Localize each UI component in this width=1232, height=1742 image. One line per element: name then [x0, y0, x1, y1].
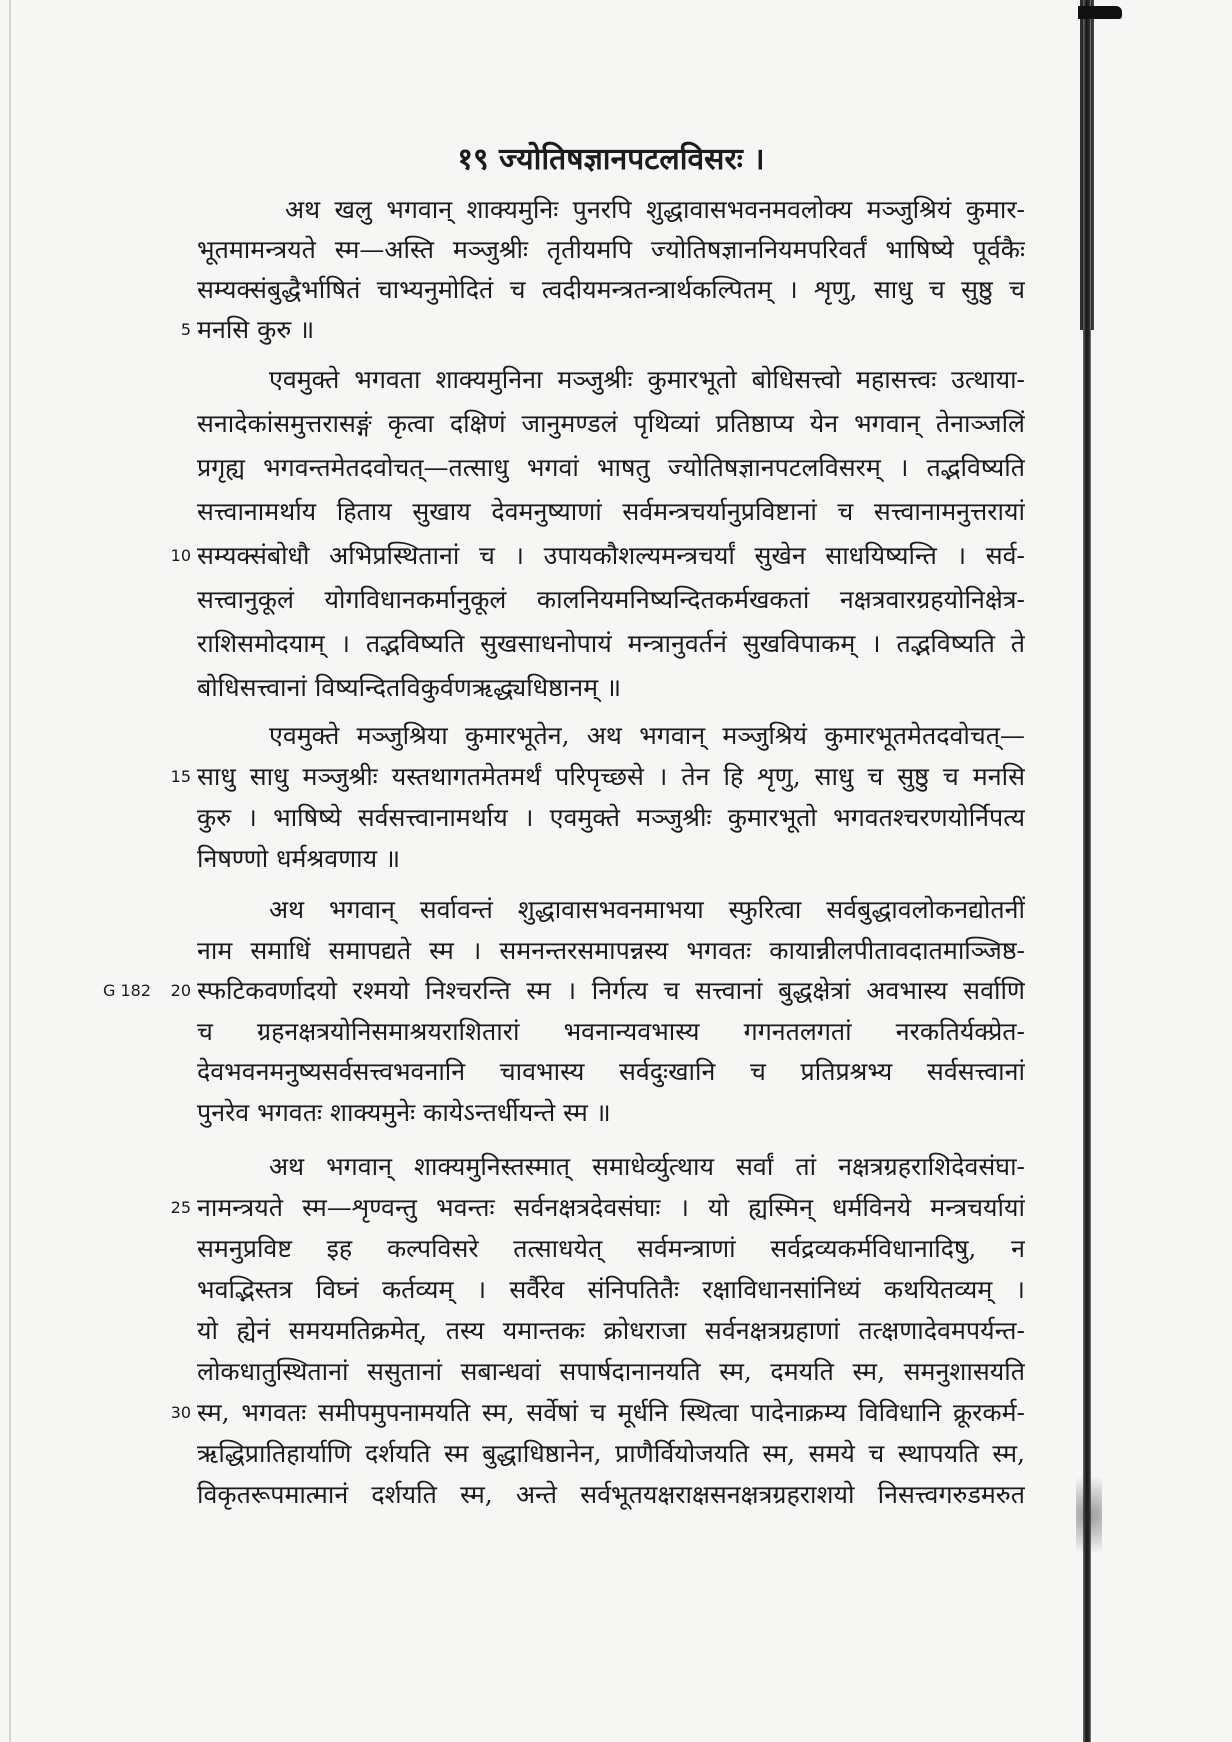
line-text: अथ भगवान् सर्वावन्तं शुद्धावासभवनमाभया स्फुरित्वा सर्वबुद्धावलोकनद्योतनीं — [269, 895, 1025, 924]
text-line — [170, 756, 1025, 797]
paragraph — [180, 190, 1025, 350]
text-line — [197, 1351, 1025, 1392]
line-text: यो ह्येनं समयमतिक्रमेत्, तस्य यमान्तकः क्रोधराजा सर्वनक्षत्रग्रहाणां तत्क्षणादेवमपर्यन्त- — [197, 1316, 1025, 1345]
paragraph — [170, 358, 1025, 710]
line-text: नामन्त्रयते स्म—शृण्वन्तु भवन्तः सर्वनक्षत्रदेवसंघाः । यो ह्यस्मिन् धर्मविनये मन्त्रचर्यायां — [197, 1193, 1025, 1222]
line-text: भूतमामन्त्रयते स्म—अस्ति मञ्जुश्रीः तृतीयमपि ज्योतिषज्ञाननियमपरिवर्तं भाषिष्ये पूर्वकैः — [197, 235, 1025, 264]
line-text: एवमुक्ते भगवता शाक्यमुनिना मञ्जुश्रीः कुमारभूतो बोधिसत्त्वो महासत्त्वः उत्थाया- — [269, 365, 1025, 394]
line-text: च ग्रहनक्षत्रयोनिसमाश्रयराशितारां भवनान्यवभास्य गगनतलगतां नरकतिर्यक्प्रेत- — [197, 1016, 1025, 1046]
text-line — [197, 358, 1025, 402]
line-text: अथ खलु भगवान् शाक्यमुनिः पुनरपि शुद्धावासभवनमवलोक्य मञ्जुश्रियं कुमार- — [285, 195, 1025, 224]
line-text: बोधिसत्त्वानां विष्यन्दितविकुर्वणऋद्ध्यधिष्ठानम् ॥ — [197, 673, 622, 702]
line-number: 5 — [180, 320, 191, 339]
line-number: 15 — [170, 767, 191, 786]
line-text: कुरु । भाषिष्ये सर्वसत्त्वानामर्थाय । एवमुक्ते मञ्जुश्रीः कुमारभूतो भगवतश्चरणयोर्निपत्य — [197, 803, 1025, 832]
line-text: सत्त्वानुकूलं योगविधानकर्मानुकूलं कालनियमनिष्यन्दितकर्मखकतां नक्षत्रवारग्रहयोनिक्षेत्र- — [197, 585, 1025, 614]
line-text: निषण्णो धर्मश्रवणाय ॥ — [197, 844, 401, 873]
line-text: भवद्भिस्तत्र विघ्नं कर्तव्यम् । सर्वैरेव संनिपतितैः रक्षाविधानसांनिध्यं कथयितव्यम् । — [197, 1275, 1025, 1304]
text-line — [197, 1269, 1025, 1310]
binding-hook — [1078, 6, 1122, 19]
line-number: 20 — [170, 981, 191, 1000]
line-text: स्म, भगवतः समीपमुपनामयति स्म, सर्वेषां च मूर्धनि स्थित्वा पादेनाक्रम्य विविधानि क्रूरकर्म- — [197, 1398, 1025, 1427]
line-text: राशिसमोदयाम् । तद्भविष्यति सुखसाधनोपायं मन्त्रानुवर्तनं सुखविपाकम् । तद्भविष्यति ते — [197, 629, 1025, 658]
text-line — [170, 534, 1025, 578]
paragraph — [170, 1146, 1025, 1515]
text-line — [197, 270, 1025, 310]
text-line — [197, 797, 1025, 838]
text-line — [197, 622, 1025, 666]
line-text: साधु साधु मञ्जुश्रीः यस्तथागतमेतमर्थं परिपृच्छसे । तेन हि शृणु, साधु च सुष्ठु च मनसि — [197, 762, 1025, 791]
text-line — [197, 931, 1025, 972]
text-line — [197, 1146, 1025, 1187]
scan-left-edge — [9, 0, 11, 1742]
text-line — [197, 1474, 1025, 1515]
line-text: एवमुक्ते मञ्जुश्रिया कुमारभूतेन, अथ भगवान् मञ्जुश्रियं कुमारभूतमेतदवोचत्— — [269, 721, 1025, 750]
line-text: नाम समाधिं समापद्यते स्म । समनन्तरसमापन्नस्य भगवतः कायान्नीलपीतावदातमाञ्जिष्ठ- — [197, 935, 1025, 965]
line-number: 25 — [170, 1198, 191, 1217]
text-line — [197, 578, 1025, 622]
line-text: स्फटिकवर्णादयो रश्मयो निश्चरन्ति स्म । निर्गत्य च सत्त्वानां बुद्धक्षेत्रां अवभास्य सर्वाणि — [197, 976, 1025, 1005]
line-text: सनादेकांसमुत्तरासङ्गं कृत्वा दक्षिणं जानुमण्डलं पृथिव्यां प्रतिष्ठाप्य येन भगवान् तेनाञ्जलिं — [197, 409, 1025, 438]
text-line — [170, 1187, 1025, 1228]
text-line — [197, 666, 1025, 710]
text-line — [197, 446, 1025, 490]
line-number: 10 — [170, 546, 191, 565]
line-text: सम्यक्संबोधौ अभिप्रस्थितानां च । उपायकौशल्यमन्त्रचर्यां सुखेन साधयिष्यन्ति । सर्व- — [197, 541, 1025, 570]
paragraph — [102, 890, 1025, 1133]
text-line — [197, 1433, 1025, 1474]
text-line — [197, 402, 1025, 446]
text-line — [102, 971, 1025, 1012]
line-text: अथ भगवान् शाक्यमुनिस्तस्मात् समाधेर्व्युत्थाय सर्वां तां नक्षत्रग्रहराशिदेवसंघा- — [269, 1152, 1025, 1181]
scan-speckle — [1076, 1460, 1102, 1570]
line-text: देवभवनमनुष्यसर्वसत्त्वभवनानि चावभास्य सर्वदुःखानि च प्रतिप्रश्रभ्य सर्वसत्त्वानां — [197, 1057, 1025, 1086]
paragraph — [170, 715, 1025, 879]
text-line — [180, 310, 1025, 350]
line-text: विकृतरूपमात्मानं दर्शयति स्म, अन्ते सर्वभूतयक्षराक्षसनक्षत्रग्रहराशयो निसत्त्वगरुडमरुत — [197, 1480, 1025, 1509]
chapter-title: १९ ज्योतिषज्ञानपटलविसरः । — [457, 142, 765, 177]
text-line — [197, 1012, 1025, 1053]
margin-note: G 182 — [102, 981, 151, 1000]
line-text: पुनरेव भगवतः शाक्यमुनेः कायेऽन्तर्धीयन्ते स्म ॥ — [197, 1097, 611, 1127]
line-text: समनुप्रविष्ट इह कल्पविसरे तत्साधयेत् सर्वमन्त्राणां सर्वद्रव्यकर्मविधानादिषु, न — [197, 1234, 1025, 1263]
text-line — [197, 890, 1025, 931]
text-line — [170, 1392, 1025, 1433]
text-line — [197, 715, 1025, 756]
line-number: 30 — [170, 1403, 191, 1422]
line-text: मनसि कुरु ॥ — [197, 315, 315, 344]
text-line — [197, 1228, 1025, 1269]
line-text: ऋद्धिप्रातिहार्याणि दर्शयति स्म बुद्धाधिष्ठानेन, प्राणैर्वियोजयति स्म, समये च स्थापयति स्म, — [197, 1439, 1025, 1468]
text-line — [197, 838, 1025, 879]
text-line — [197, 1052, 1025, 1093]
line-text: सत्त्वानामर्थाय हिताय सुखाय देवमनुष्याणां सर्वमन्त्रचर्यानुप्रविष्टानां च सत्त्वानामनुत्तरायां — [197, 497, 1025, 526]
line-text: सम्यक्संबुद्धैर्भाषितं चाभ्यनुमोदितं च त्वदीयमन्त्रतन्त्रार्थकल्पितम् । शृणु, साधु च सुष्ठु च — [197, 275, 1025, 304]
text-line — [197, 230, 1025, 270]
text-line — [197, 1093, 1025, 1134]
text-line — [197, 490, 1025, 534]
line-text: लोकधातुस्थितानां ससुतानां सबान्धवां सपार्षदानानयति स्म, दमयति स्म, समनुशासयति — [197, 1357, 1025, 1386]
text-line — [197, 190, 1025, 230]
line-text: प्रगृह्य भगवन्तमेतदवोचत्—तत्साधु भगवां भाषतु ज्योतिषज्ञानपटलविसरम् । तद्भविष्यति — [197, 453, 1025, 482]
text-line — [197, 1310, 1025, 1351]
